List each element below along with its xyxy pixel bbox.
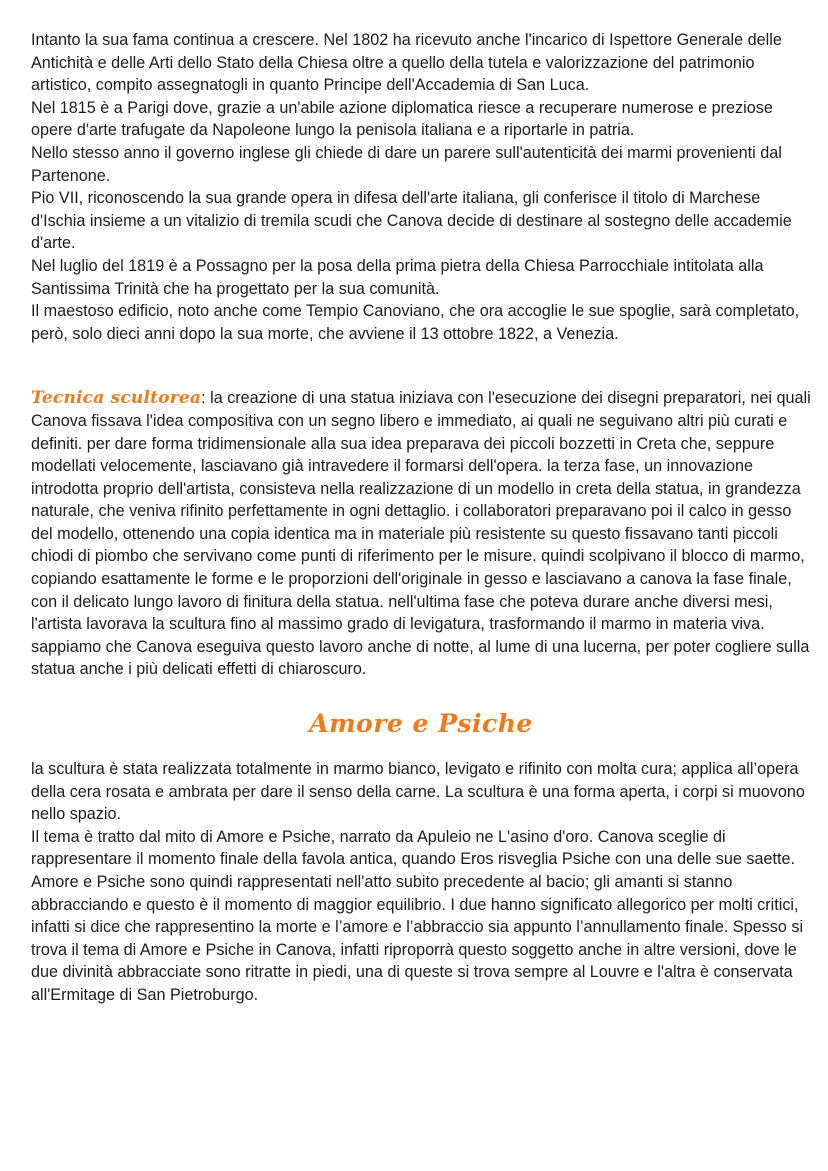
tecnica-text: la creazione di una statua iniziava con l'esecuzione dei disegni preparatori, nei quali Canova fissava l'idea compositiva con un segno libero e immediato, ai quali ne seguivano altri più curati e definiti. per dare forma tridimensionale alla sua idea preparava dei piccoli bozzetti in Creta che, seppure modellati velocemente, lasciavano già intravedere il formarsi dell'opera. la terza fase, un innovazione introdotta proprio dell'artista, consisteva nella realizzazione di un modello in creta della statua, in grandezza naturale, che veniva rifinito perfettamente in ogni dettaglio. i collaboratori preparavano poi il calco in gesso del modello, ottenendo una copia identica ma in materiale più resistente su questo fissavano tanti piccoli chiodi di piombo che servivano come punti di riferimento per le misure. quindi scolpivano il blocco di marmo, copiando esattamente le forme e le proporzioni dell'originale in gesso e lasciavano a canova la fase finale, con il delicato lungo lavoro di finitura della statua. nell'ultima fase che poteva durare anche diversi mesi, l'artista lavorava la scultura fino al massimo grado di levigatura, trasformando il marmo in materia viva. sappiamo che Canova eseguiva questo lavoro anche di notte, al lume di una lucerna, per poter cogliere sulla statua anche i più delicati effetti di chiaroscuro.	[31, 389, 811, 679]
tecnica-label: Tecnica scultorea	[31, 388, 202, 409]
section-title: Amore e Psiche	[309, 709, 533, 739]
intro-paragraph: Nello stesso anno il governo inglese gli chiede di dare un parere sull'autenticità dei marmi provenienti dal Partenone.	[31, 143, 782, 185]
section-title-wrap	[31, 709, 811, 738]
amore-paragraph: la scultura è stata realizzata totalmente in marmo bianco, levigato e rifinito con molta cura; applica all’opera della cera rosata e ambrata per dare il senso della carne. La scultura è una forma aperta, i corpi si muovono nello spazio.	[31, 760, 805, 824]
amore-section	[31, 758, 811, 1007]
intro-section	[31, 29, 811, 345]
document-page	[31, 29, 811, 1007]
section-spacer	[31, 345, 811, 387]
intro-paragraph: Pio VII, riconoscendo la sua grande opera in difesa dell'arte italiana, gli conferisce il titolo di Marchese d'Ischia insieme a un vitalizio di tremila scudi che Canova decide di destinare al sostegno delle accademie d'arte.	[31, 189, 792, 253]
amore-paragraph: Il tema è tratto dal mito di Amore e Psiche, narrato da Apuleio ne L'asino d'oro. Canova sceglie di rappresentare il momento finale della favola antica, quando Eros risveglia Psiche con una delle sue saette. Amore e Psiche sono quindi rappresentati nell'atto subito precedente al bacio; gli amanti si stanno abbracciando e questo è il momento di maggior equilibrio. I due hanno significato allegorico per molti critici, infatti si dice che rappresentino la morte e l’amore e l’abbraccio sia appunto l’annullamento finale. Spesso si trova il tema di Amore e Psiche in Canova, infatti riproporrà questo soggetto anche in altre versioni, dove le due divinità abbracciate sono ritratte in piedi, una di queste si trova sempre al Louvre e l'altra è conservata all'Ermitage di San Pietroburgo.	[31, 827, 804, 1004]
tecnica-paragraph	[31, 387, 811, 681]
intro-paragraph: Nel luglio del 1819 è a Possagno per la posa della prima pietra della Chiesa Parrocchiale intitolata alla Santissima Trinità che ha progettato per la sua comunità.	[31, 256, 764, 298]
intro-paragraph: Il maestoso edificio, noto anche come Tempio Canoviano, che ora accoglie le sue spoglie, sarà completato, però, solo dieci anni dopo la sua morte, che avviene il 13 ottobre 1822, a Venezia.	[31, 302, 800, 343]
tecnica-separator: :	[201, 389, 206, 408]
intro-paragraph: Intanto la sua fama continua a crescere. Nel 1802 ha ricevuto anche l'incarico di Ispettore Generale delle Antichità e delle Arti dello Stato della Chiesa oltre a quello della tutela e valorizzazione del patrimonio artistico, compito assegnatogli in quanto Principe dell'Accademia di San Luca.	[31, 31, 782, 95]
intro-paragraph: Nel 1815 è a Parigi dove, grazie a un'abile azione diplomatica riesce a recuperare numerose e preziose opere d'arte trafugate da Napoleone lungo la penisola italiana e a riportarle in patria.	[31, 98, 773, 140]
